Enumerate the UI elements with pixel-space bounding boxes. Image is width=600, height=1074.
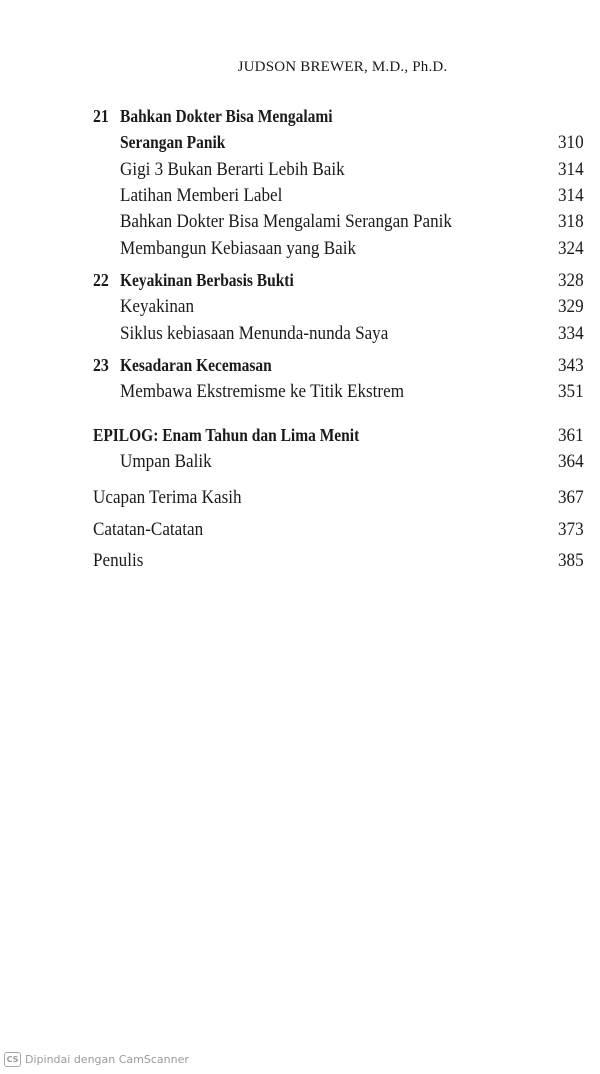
chapter-title: Ucapan Terima Kasih — [93, 487, 242, 508]
page-number: 351 — [558, 381, 584, 402]
toc-entry — [0, 355, 600, 381]
section-title: Membawa Ekstremisme ke Titik Ekstrem — [120, 381, 405, 402]
toc-entry — [0, 270, 600, 296]
toc-entry — [0, 296, 600, 322]
chapter-number: 21 — [93, 106, 109, 126]
toc-entry — [0, 106, 600, 132]
chapter-title: Bahkan Dokter Bisa Mengalami — [120, 106, 333, 126]
chapter-title: Kesadaran Kecemasan — [120, 355, 272, 375]
toc-entry — [0, 185, 600, 211]
page-number: 324 — [558, 238, 584, 259]
section-title: Keyakinan — [120, 296, 195, 317]
page-number: 334 — [558, 323, 584, 344]
chapter-title: EPILOG: Enam Tahun dan Lima Menit — [93, 425, 360, 445]
toc-entry — [0, 451, 600, 477]
section-title: Umpan Balik — [120, 451, 212, 472]
toc-entry — [0, 238, 600, 264]
page-number: 373 — [558, 519, 584, 540]
page-number: 361 — [558, 425, 584, 446]
toc-entry — [0, 487, 600, 513]
page-number: 329 — [558, 296, 584, 317]
page-number: 385 — [558, 550, 584, 571]
page-number: 328 — [558, 270, 584, 291]
toc-entry — [0, 425, 600, 451]
scanner-watermark-text: Dipindai dengan CamScanner — [25, 1053, 189, 1066]
toc-entry — [0, 132, 600, 158]
section-title: Membangun Kebiasaan yang Baik — [120, 238, 357, 259]
toc-entry — [0, 550, 600, 576]
toc-entry — [0, 211, 600, 237]
camscanner-logo-icon: CS — [4, 1052, 21, 1067]
page-number: 314 — [558, 185, 584, 206]
page-number: 367 — [558, 487, 584, 508]
chapter-number: 22 — [93, 270, 109, 290]
chapter-number: 23 — [93, 355, 109, 375]
page-number: 314 — [558, 159, 584, 180]
running-head: JUDSON BREWER, M.D., Ph.D. — [237, 59, 448, 75]
section-title: Gigi 3 Bukan Berarti Lebih Baik — [120, 159, 345, 180]
section-title: Latihan Memberi Label — [120, 185, 283, 206]
section-title: Bahkan Dokter Bisa Mengalami Serangan Panik — [120, 211, 452, 232]
toc-entry — [0, 323, 600, 349]
page-number: 364 — [558, 451, 584, 472]
page-number: 310 — [558, 132, 584, 153]
section-title: Siklus kebiasaan Menunda-nunda Saya — [120, 323, 389, 344]
toc-entry — [0, 519, 600, 545]
chapter-title: Serangan Panik — [120, 132, 226, 152]
toc-entry — [0, 381, 600, 407]
scanner-watermark — [4, 1052, 189, 1067]
chapter-title: Penulis — [93, 550, 144, 571]
page-number: 318 — [558, 211, 584, 232]
chapter-title: Catatan-Catatan — [93, 519, 204, 540]
toc-entry — [0, 159, 600, 185]
chapter-title: Keyakinan Berbasis Bukti — [120, 270, 294, 290]
page-number: 343 — [558, 355, 584, 376]
